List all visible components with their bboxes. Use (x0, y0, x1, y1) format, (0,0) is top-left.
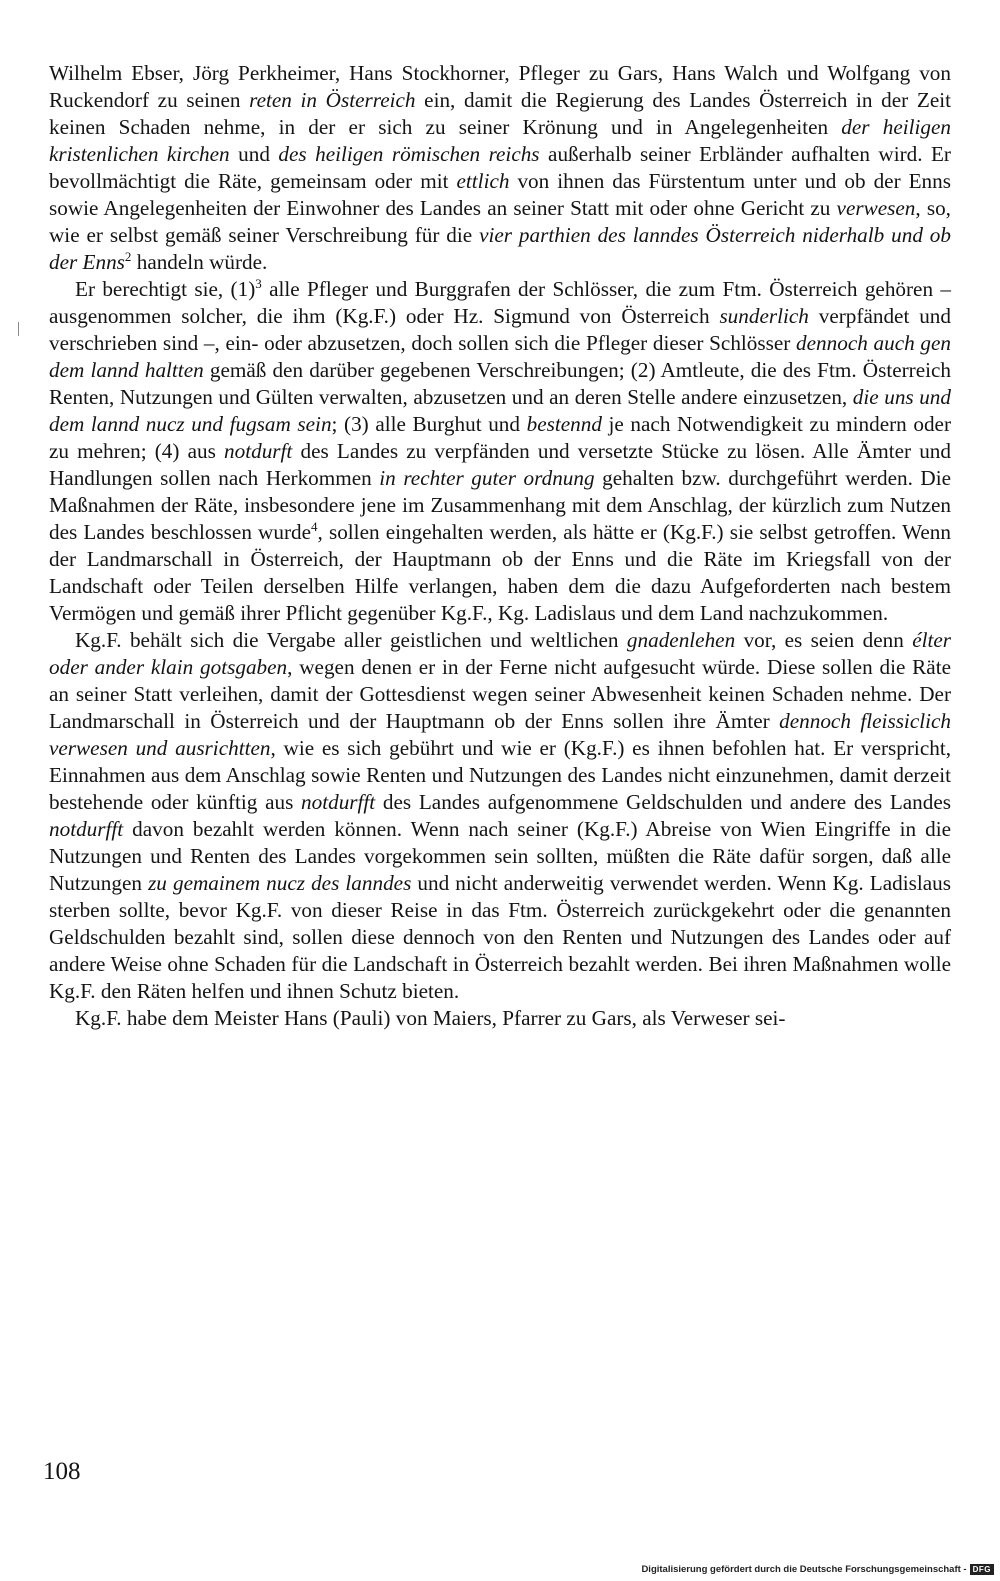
text-segment: von ihnen das Fürstentum unter und ob der Enns sowie Angelegenheiten der Einwohner des Landes an seiner Statt mit oder ohne Gericht zu (49, 169, 951, 220)
text-segment: , so, wie er selbst gemäß seiner Verschreibung für die (49, 196, 951, 247)
text-segment: Wilhelm Ebser, Jörg Perkheimer, Hans Stockhorner, Pfleger zu Gars, Hans Walch und Wolfgang von Ruckendorf zu seinen (49, 61, 951, 112)
italic-quote: ettlich (456, 169, 510, 193)
text-segment: des Landes zu verpfänden und versetzte Stücke zu lösen. Alle Ämter und Handlungen sollen nach Herkommen (49, 439, 951, 490)
margin-mark (18, 322, 19, 336)
paragraph (49, 627, 951, 1005)
dfg-logo: DFG (970, 1564, 994, 1575)
text-segment: ; (3) alle Burghut und (331, 412, 527, 436)
footnote-ref: 2 (124, 249, 132, 264)
italic-quote: verwesen (836, 196, 916, 220)
text-segment: gehalten bzw. durchgeführt werden. Die Maßnahmen der Räte, insbesondere jene im Zusammenhang mit dem Anschlag, der kürzlich zum Nutzen des Landes beschlossen wurde (49, 466, 952, 544)
text-segment: , sollen eingehalten werden, als hätte er (Kg.F.) sie selbst getroffen. Wenn der Landmarschall in Österreich, der Hauptmann ob der Enns und die Räte im Kriegsfall von der Landschaft oder Teilen derselben Hilfe verlangen, haben dem die dazu Aufgeforderten nach bestem Vermögen und gemäß ihrer Pflicht gegenüber Kg.F., Kg. Ladislaus und dem Land nachzukommen. (49, 520, 951, 625)
footer (641, 1564, 994, 1575)
italic-quote: der heiligen kristenlichen kirchen (49, 115, 951, 166)
italic-quote: élter oder ander klain gotsgaben (49, 628, 952, 679)
text-segment: außerhalb seiner Erbländer aufhalten wird. Er bevollmächtigt die Räte, gemeinsam oder mit (49, 142, 951, 193)
text-segment: verpfändet und verschrieben sind –, ein- oder abzusetzen, doch sollen sich die Pfleger dieser Schlösser (49, 304, 951, 355)
text-segment: gemäß den darüber gegebenen Verschreibungen; (2) Amtleute, die des Ftm. Österreich Renten, Nutzungen und Gülten verwalten, abzusetzen und an deren Stelle andere einzusetzen, (49, 358, 952, 409)
italic-quote: vier parthien des lanndes Österreich niderhalb und ob der Enns (49, 223, 951, 274)
text-segment: Kg.F. behält sich die Vergabe aller geistlichen und weltlichen (75, 628, 627, 652)
italic-quote: notdurfft (301, 790, 376, 814)
paragraph (49, 1005, 951, 1032)
text-segment: und nicht anderweitig verwendet werden. Wenn Kg. Ladislaus sterben sollte, bevor Kg.F. von dieser Reise in das Ftm. Österreich zurückgekehrt oder die genannten Geldschulden bezahlt sind, sollen diese dennoch von den Renten und Nutzungen des Landes oder auf andere Weise ohne Schaden für die Landschaft in Österreich bezahlt werden. Bei ihren Maßnahmen wolle Kg.F. den Räten helfen und ihnen Schutz bieten. (49, 871, 951, 1003)
italic-quote: des heiligen römischen reichs (278, 142, 540, 166)
footnote-ref: 4 (311, 519, 318, 534)
text-segment: alle Pfleger und Burggrafen der Schlösser, die zum Ftm. Österreich gehören – ausgenommen solcher, die ihm (Kg.F.) oder Hz. Sigmund von Österreich (49, 277, 951, 328)
text-segment: handeln würde. (131, 250, 268, 274)
text-segment: davon bezahlt werden können. Wenn nach seiner (Kg.F.) Abreise von Wien Eingriffe in die Nutzungen und Renten des Landes vorgekommen sein sollten, müßten die Räte dafür sorgen, daß alle Nutzungen (49, 817, 951, 895)
text-segment: und (229, 142, 279, 166)
text-segment: des Landes aufgenommene Geldschulden und andere des Landes (375, 790, 951, 814)
page-number: 108 (43, 1458, 81, 1485)
text-segment: , wegen denen er in der Ferne nicht aufgesucht würde. Diese sollen die Räte an seiner Statt verleihen, damit der Gottesdienst wegen seiner Abwesenheit keinen Schaden nehme. Der Landmarschall in Österreich und der Hauptmann ob der Enns sollen ihre Ämter (49, 655, 951, 733)
italic-quote: in rechter guter ordnung (379, 466, 595, 490)
text-segment: ein, damit die Regierung des Landes Österreich in der Zeit keinen Schaden nehme, in der er sich zu seiner Krönung und in Angelegenheiten (49, 88, 951, 139)
text-segment: , wie es sich gebührt und wie er (Kg.F.) es ihnen befohlen hat. Er verspricht, Einnahmen aus dem Anschlag sowie Renten und Nutzungen des Landes nicht einzunehmen, damit derzeit bestehende oder künftig aus (49, 736, 951, 814)
italic-quote: notdurft (224, 439, 293, 463)
paragraph (49, 276, 951, 627)
paragraph (49, 60, 951, 276)
footer-text: Digitalisierung gefördert durch die Deutsche Forschungsgemeinschaft - (641, 1564, 967, 1575)
italic-quote: dennoch fleissiclich verwesen und ausrichtten (49, 709, 951, 760)
text-segment: Er berechtigt sie, (1) (75, 277, 256, 301)
italic-quote: die uns und dem lannd nucz und fugsam sein (49, 385, 951, 436)
italic-quote: bestennd (526, 412, 602, 436)
italic-quote: sunderlich (719, 304, 809, 328)
page-text (49, 60, 951, 1032)
italic-quote: zu gemainem nucz des lanndes (148, 871, 412, 895)
text-segment: je nach Notwendigkeit zu mindern oder zu mehren; (4) aus (49, 412, 952, 463)
text-segment: Kg.F. habe dem Meister Hans (Pauli) von Maiers, Pfarrer zu Gars, als Verweser sei- (75, 1006, 786, 1030)
text-segment: vor, es seien denn (735, 628, 913, 652)
italic-quote: dennoch auch gen dem lannd haltten (49, 331, 951, 382)
italic-quote: notdurfft (49, 817, 124, 841)
italic-quote: gnadenlehen (626, 628, 736, 652)
footnote-ref: 3 (255, 276, 262, 291)
italic-quote: reten in Österreich (249, 88, 416, 112)
